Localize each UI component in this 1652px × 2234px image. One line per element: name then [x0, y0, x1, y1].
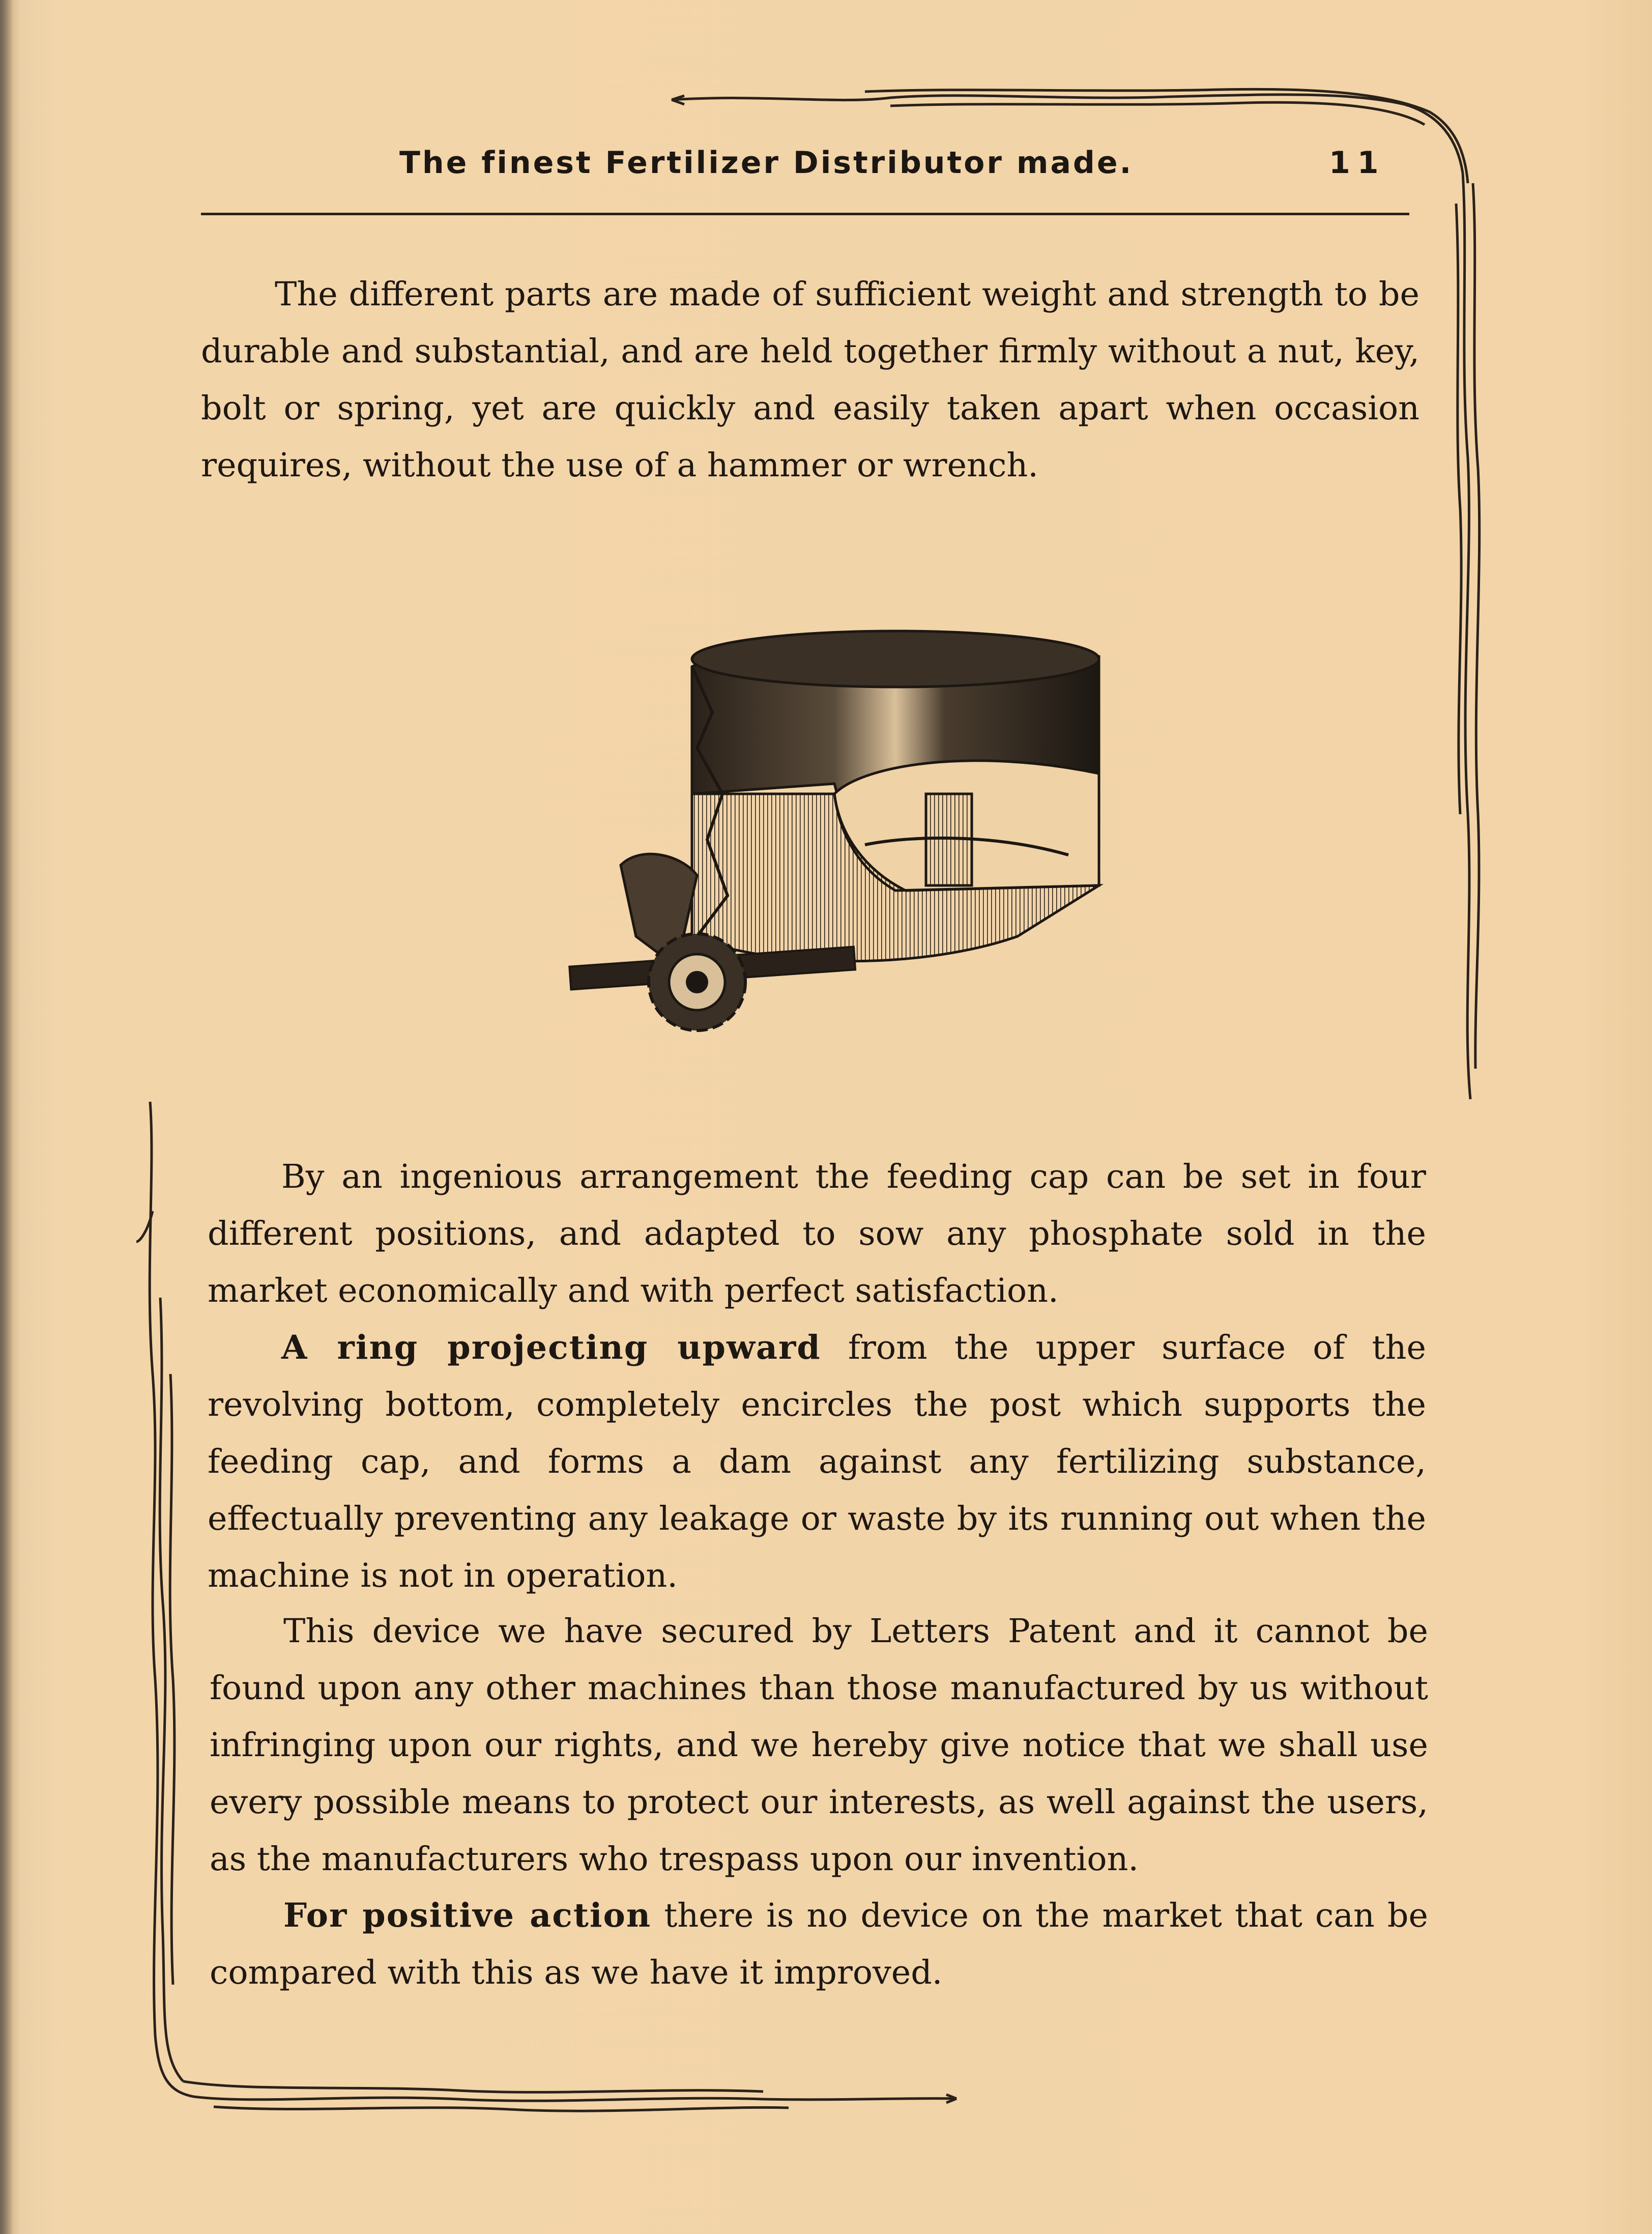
page-number: 11 — [1329, 145, 1386, 181]
header-rule — [201, 213, 1409, 215]
paragraph-3-text: from the upper surface of the revolving bottom, completely encircles the post which supports the feeding cap, and forms a dam against any fertilizing substance, effectually preventing any leakage or waste by its running out when the machine is not in operation. — [208, 1329, 1426, 1595]
paragraph-5-text: there is no device on the market that can be compared with this as we have it improved. — [210, 1897, 1428, 1992]
paragraph-1-text: The different parts are made of sufficient weight and strength to be durable and substantial, and are held together firmly without a nut, key, bolt or spring, yet are quickly and easily taken apart when occasion requires, without the use of a hammer or wrench. — [201, 275, 1419, 484]
paragraph-4-text: This device we have secured by Letters Patent and it cannot be found upon any other machines than those manufactured by us without infringing upon our rights, and we hereby give notice that we shall use every possible means to protect our interests, as well against the users, as the manufacturers who trespass upon our invention. — [210, 1612, 1428, 1878]
paragraph-2 — [208, 1149, 1426, 1320]
paragraph-3-lead: A ring projecting upward — [281, 1328, 821, 1367]
distributor-hopper-illustration — [560, 580, 1119, 1064]
paragraph-5 — [210, 1887, 1428, 2001]
paragraph-1 — [201, 266, 1419, 494]
running-head: The finest Fertilizer Distributor made. — [399, 145, 1134, 181]
paragraph-5-lead: For positive action — [283, 1896, 652, 1935]
paragraph-4 — [210, 1603, 1428, 1888]
paragraph-2-text: By an ingenious arrangement the feeding cap can be set in four different positions, and adapted to sow any phosphate sold in the market economically and with perfect satisfaction. — [208, 1158, 1426, 1310]
paragraph-3 — [208, 1319, 1426, 1605]
